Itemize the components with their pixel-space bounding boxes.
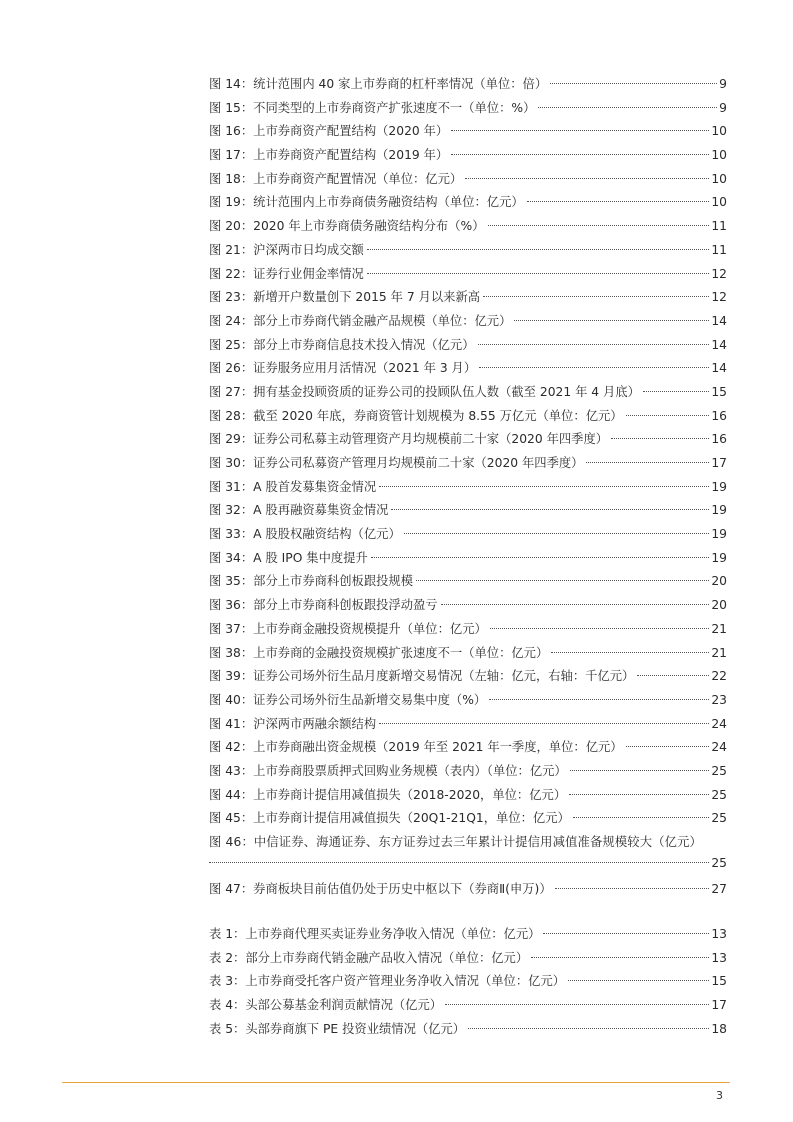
toc-entry-figure-31[interactable] [209, 476, 727, 500]
dot-leader [451, 130, 709, 131]
table-list [209, 923, 727, 1041]
dot-leader [626, 746, 710, 747]
toc-entry-title: 图 20：2020 年上市券商债务融资结构分布（%） [209, 219, 485, 234]
dot-leader [514, 320, 709, 321]
toc-entry-page: 21 [711, 645, 727, 660]
toc-entry-page: 11 [711, 242, 727, 257]
dot-leader [367, 273, 710, 274]
toc-entry-title: 图 19：统计范围内上市券商债务融资结构（单位：亿元） [209, 195, 524, 210]
toc-entry-title: 图 22：证券行业佣金率情况 [209, 266, 364, 281]
toc-entry-title: 图 46：中信证券、海通证券、东方证券过去三年累计计提信用减值准备规模较大（亿元） [209, 835, 702, 849]
dot-leader [570, 770, 710, 771]
toc-entry-title: 图 24：部分上市券商代销金融产品规模（单位：亿元） [209, 313, 512, 328]
toc-entry-figure-23[interactable] [209, 286, 727, 310]
toc-entry-title: 图 28：截至 2020 年底，券商资管计划规模为 8.55 万亿元（单位：亿元） [209, 408, 623, 423]
toc-entry-figure-40[interactable] [209, 689, 727, 713]
toc-entry-page: 18 [711, 1021, 727, 1036]
toc-entry-title: 图 45：上市券商计提信用减值损失（20Q1-21Q1，单位：亿元） [209, 811, 570, 826]
toc-entry-table-5[interactable] [209, 1018, 727, 1042]
dot-leader [543, 933, 709, 934]
toc-entry-figure-19[interactable] [209, 191, 727, 215]
dot-leader [209, 862, 709, 863]
toc-entry-title: 图 21：沪深两市日均成交额 [209, 242, 364, 257]
toc-entry-figure-36[interactable] [209, 594, 727, 618]
toc-entry-figure-42[interactable] [209, 736, 727, 760]
toc-entry-title: 图 43：上市券商股票质押式回购业务规模（表内）（单位：亿元） [209, 763, 567, 778]
toc-entry-figure-34[interactable] [209, 547, 727, 571]
toc-entry-figure-29[interactable] [209, 428, 727, 452]
toc-entry-figure-27[interactable] [209, 381, 727, 405]
toc-entry-figure-30[interactable] [209, 452, 727, 476]
toc-entry-figure-41[interactable] [209, 713, 727, 737]
dot-leader [490, 628, 710, 629]
dot-leader [643, 391, 709, 392]
toc-entry-page: 16 [711, 432, 727, 447]
toc-entry-title: 图 40：证券公司场外衍生品新增交易集中度（%） [209, 692, 487, 707]
dot-leader [391, 509, 709, 510]
toc-entry-figure-20[interactable] [209, 215, 727, 239]
toc-entry-page: 24 [711, 716, 727, 731]
toc-entry-figure-37[interactable] [209, 618, 727, 642]
toc-entry-page: 9 [719, 100, 727, 115]
toc-entry-page: 27 [711, 882, 727, 897]
toc-entry-title: 图 27：拥有基金投顾资质的证券公司的投顾队伍人数（截至 2021 年 4 月底） [209, 384, 640, 399]
toc-entry-title: 图 37：上市券商金融投资规模提升（单位：亿元） [209, 621, 487, 636]
toc-entry-title: 图 38：上市券商的金融投资规模扩张速度不一（单位：亿元） [209, 645, 549, 660]
toc-entry-title: 图 23：新增开户数量创下 2015 年 7 月以来新高 [209, 290, 481, 305]
toc-entry-figure-22[interactable] [209, 263, 727, 287]
toc-entry-page: 10 [711, 171, 727, 186]
dot-leader [445, 1004, 709, 1005]
dot-leader [550, 83, 717, 84]
toc-entry-page: 25 [711, 787, 727, 802]
dot-leader [586, 462, 709, 463]
toc-entry-page: 13 [711, 950, 727, 965]
dot-leader [527, 201, 710, 202]
dot-leader [568, 980, 709, 981]
toc-entry-table-1[interactable] [209, 923, 727, 947]
table-of-contents [209, 73, 727, 1042]
toc-entry-page: 14 [711, 361, 727, 376]
toc-entry-page: 19 [711, 550, 727, 565]
dot-leader [379, 486, 709, 487]
toc-entry-page: 23 [711, 692, 727, 707]
dot-leader [379, 723, 709, 724]
toc-entry-page: 20 [711, 598, 727, 613]
toc-entry-title: 表 4：头部公募基金利润贡献情况（亿元） [209, 998, 443, 1013]
toc-entry-page: 13 [711, 927, 727, 942]
dot-leader [416, 580, 709, 581]
toc-entry-page: 25 [711, 763, 727, 778]
toc-entry-page: 10 [711, 148, 727, 163]
page-number: 3 [716, 1089, 723, 1102]
toc-entry-table-4[interactable] [209, 994, 727, 1018]
toc-entry-title: 表 3：上市券商受托客户资产管理业务净收入情况（单位：亿元） [209, 974, 566, 989]
toc-entry-page: 9 [719, 77, 727, 91]
toc-entry-title: 图 14：统计范围内 40 家上市券商的杠杆率情况（单位：倍） [209, 77, 548, 91]
toc-entry-title: 图 35：部分上市券商科创板跟投规模 [209, 574, 414, 589]
toc-entry-figure-24[interactable] [209, 310, 727, 334]
toc-entry-title: 图 41：沪深两市两融余额结构 [209, 716, 377, 731]
toc-entry-page: 20 [711, 574, 727, 589]
toc-entry-table-2[interactable] [209, 947, 727, 971]
dot-leader [573, 817, 710, 818]
dot-leader [538, 107, 717, 108]
toc-entry-page: 16 [711, 408, 727, 423]
dot-leader [489, 699, 709, 700]
dot-leader [611, 438, 709, 439]
footer-rule [62, 1082, 730, 1083]
toc-entry-page: 14 [711, 313, 727, 328]
toc-entry-page: 25 [711, 811, 727, 826]
toc-entry-figure-45[interactable] [209, 807, 727, 831]
dot-leader [371, 557, 710, 558]
toc-entry-page: 10 [711, 195, 727, 210]
toc-entry-title: 表 5：头部券商旗下 PE 投资业绩情况（亿元） [209, 1021, 466, 1036]
dot-leader [451, 154, 709, 155]
dot-leader [479, 367, 709, 368]
toc-entry-figure-16[interactable] [209, 120, 727, 144]
dot-leader [531, 957, 709, 958]
dot-leader [555, 888, 710, 889]
dot-leader [626, 415, 710, 416]
dot-leader [551, 652, 709, 653]
toc-entry-page: 12 [711, 266, 727, 281]
toc-entry-figure-14[interactable] [209, 73, 727, 97]
toc-entry-continuation [209, 855, 727, 879]
toc-entry-page: 15 [711, 974, 727, 989]
toc-entry-figure-17[interactable] [209, 144, 727, 168]
toc-entry-title: 图 36：部分上市券商科创板跟投浮动盈亏 [209, 598, 438, 613]
dot-leader [637, 675, 709, 676]
toc-entry-page: 19 [711, 503, 727, 518]
dot-leader [569, 794, 709, 795]
toc-entry-figure-28[interactable] [209, 405, 727, 429]
toc-entry-title: 图 33：A 股股权融资结构（亿元） [209, 527, 401, 542]
toc-entry-figure-15[interactable] [209, 97, 727, 121]
dot-leader [488, 225, 710, 226]
toc-entry-title: 图 15：不同类型的上市券商资产扩张速度不一（单位：%） [209, 100, 536, 115]
toc-entry-figure-26[interactable] [209, 357, 727, 381]
toc-entry-title: 图 42：上市券商融出资金规模（2019 年至 2021 年一季度，单位：亿元） [209, 740, 623, 755]
toc-entry-title: 图 16：上市券商资产配置结构（2020 年） [209, 124, 449, 139]
toc-entry-title: 表 1：上市券商代理买卖证券业务净收入情况（单位：亿元） [209, 927, 541, 942]
dot-leader [468, 1028, 709, 1029]
toc-entry-page: 17 [711, 456, 727, 470]
toc-entry-page: 19 [711, 479, 727, 494]
dot-leader [478, 344, 710, 345]
toc-entry-title: 图 17：上市券商资产配置结构（2019 年） [209, 148, 449, 163]
toc-entry-page: 11 [711, 219, 727, 234]
toc-entry-page: 21 [711, 621, 727, 636]
toc-entry-figure-44[interactable] [209, 784, 727, 808]
toc-entry-page: 22 [711, 669, 727, 684]
toc-entry-page: 14 [711, 337, 727, 352]
toc-entry-figure-43[interactable] [209, 760, 727, 784]
toc-entry-figure-46[interactable] [209, 831, 727, 878]
toc-entry-title: 图 25：部分上市券商信息技术投入情况（亿元） [209, 337, 475, 352]
toc-entry-title: 图 18：上市券商资产配置情况（单位：亿元） [209, 171, 463, 186]
toc-entry-table-3[interactable] [209, 970, 727, 994]
toc-entry-figure-18[interactable] [209, 168, 727, 192]
dot-leader [483, 296, 709, 297]
toc-entry-title: 图 34：A 股 IPO 集中度提升 [209, 550, 368, 565]
toc-entry-title: 图 39：证券公司场外衍生品月度新增交易情况（左轴：亿元，右轴：千亿元） [209, 669, 635, 684]
toc-entry-page: 24 [711, 740, 727, 755]
dot-leader [404, 533, 710, 534]
toc-entry-figure-39[interactable] [209, 665, 727, 689]
toc-entry-figure-21[interactable] [209, 239, 727, 263]
dot-leader [367, 249, 710, 250]
toc-entry-figure-25[interactable] [209, 334, 727, 358]
dot-leader [441, 604, 710, 605]
toc-entry-page: 19 [711, 527, 727, 542]
toc-entry-page: 25 [711, 855, 727, 870]
toc-entry-figure-33[interactable] [209, 523, 727, 547]
toc-entry-figure-38[interactable] [209, 642, 727, 666]
toc-entry-page: 15 [711, 384, 727, 399]
toc-entry-title: 图 29：证券公司私募主动管理资产月均规模前二十家（2020 年四季度） [209, 432, 609, 447]
toc-entry-page: 10 [711, 124, 727, 139]
toc-entry-title: 图 30：证券公司私募资产管理月均规模前二十家（2020 年四季度） [209, 456, 584, 470]
toc-entry-page: 17 [711, 998, 727, 1013]
toc-entry-figure-32[interactable] [209, 499, 727, 523]
toc-entry-title: 图 47：券商板块目前估值仍处于历史中枢以下（券商Ⅱ(申万)） [209, 882, 552, 897]
toc-entry-figure-35[interactable] [209, 570, 727, 594]
toc-entry-title: 图 44：上市券商计提信用减值损失（2018-2020，单位：亿元） [209, 787, 567, 802]
toc-entry-title: 图 32：A 股再融资募集资金情况 [209, 503, 389, 518]
dot-leader [465, 178, 709, 179]
toc-entry-title: 图 26：证券服务应用月活情况（2021 年 3 月） [209, 361, 477, 376]
toc-entry-page: 12 [711, 290, 727, 305]
toc-entry-figure-47[interactable] [209, 878, 727, 902]
toc-entry-title: 表 2：部分上市券商代销金融产品收入情况（单位：亿元） [209, 950, 529, 965]
section-spacer [209, 902, 727, 923]
toc-entry-title: 图 31：A 股首发募集资金情况 [209, 479, 377, 494]
figure-list [209, 73, 727, 902]
